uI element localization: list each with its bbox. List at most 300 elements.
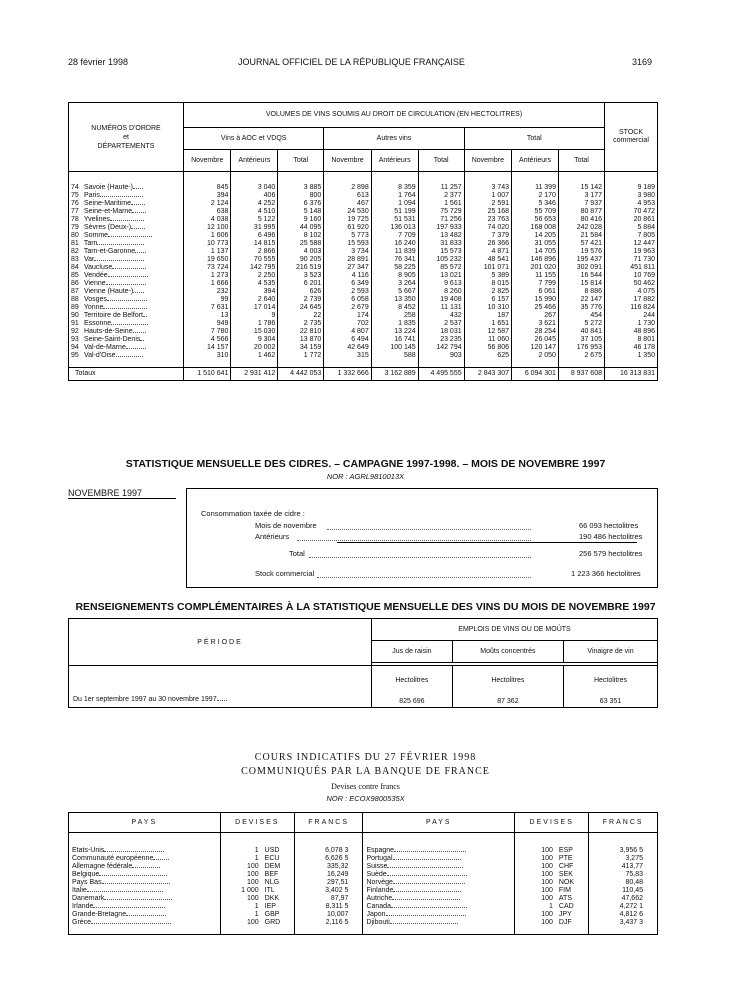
devise-unit: 1: [220, 847, 262, 855]
pays-cell: [363, 895, 515, 903]
dotted-leader: [393, 859, 461, 860]
dotted-leader: [99, 875, 167, 876]
jus-cell: [372, 666, 453, 708]
dept-number: 84: [71, 263, 79, 271]
value-cell: 1 137: [184, 248, 231, 256]
francs-value: 87,97: [294, 895, 363, 903]
departement-cell: [69, 296, 184, 304]
francs-value: 75,83: [589, 871, 658, 879]
vins-row: [69, 232, 658, 240]
value-cell: 76 341: [371, 256, 418, 264]
dotted-leader: [392, 899, 460, 900]
dept-number: 85: [71, 271, 79, 279]
pays-cell: [69, 863, 221, 871]
value-cell: 903: [418, 352, 464, 360]
sub-novembre: Novembre: [184, 150, 231, 172]
value-cell: 31 055: [512, 240, 559, 248]
value-cell: 9 613: [418, 280, 464, 288]
dotted-leader: [153, 859, 169, 860]
total-cell: 3 162 889: [371, 368, 418, 381]
value-cell: 3 980: [605, 192, 658, 200]
value-cell: 197 933: [418, 224, 464, 232]
value-cell: 105 232: [418, 256, 464, 264]
cidres-conso: Consommation taxée de cidre :: [201, 509, 305, 518]
value-cell: 136 013: [371, 224, 418, 232]
departement-cell: [69, 224, 184, 232]
page-number: 3169: [632, 57, 653, 67]
value-cell: 120 147: [512, 344, 559, 352]
cours-subtitle: Devises contre francs: [331, 782, 400, 791]
value-cell: 6 376: [278, 200, 324, 208]
value-cell: 1 606: [184, 232, 231, 240]
dept-name: Essonne: [83, 319, 112, 327]
value-cell: 27 347: [324, 264, 371, 272]
cours-row: [69, 895, 658, 903]
pays-cell: [69, 911, 221, 919]
value-cell: 19 650: [184, 256, 231, 264]
departement-cell: [69, 192, 184, 200]
value-cell: 2 124: [184, 200, 231, 208]
value-cell: 8 452: [371, 304, 418, 312]
dotted-leader: [386, 915, 466, 916]
total-cell: 1 510 641: [184, 368, 231, 381]
sub-total: Total: [418, 150, 464, 172]
francs-value: 110,45: [589, 887, 658, 895]
unit-label: Hectolitres: [395, 677, 429, 684]
francs-value: 10,007: [294, 911, 363, 919]
unit-label: Hectolitres: [491, 677, 525, 684]
value-cell: 31 833: [418, 240, 464, 248]
value-cell: 142 794: [418, 344, 464, 352]
pays-cell: [363, 903, 515, 911]
francs-value: 335,32: [294, 863, 363, 871]
devise-unit: 1: [220, 903, 262, 911]
value-cell: 51 199: [371, 208, 418, 216]
departement-cell: [69, 344, 184, 352]
value-cell: 626: [278, 288, 324, 296]
departement-cell: [69, 264, 184, 272]
value-cell: 2 679: [324, 304, 371, 312]
value-cell: 142 795: [231, 264, 278, 272]
value-cell: 5 773: [324, 232, 371, 240]
dotted-leader: [106, 284, 146, 285]
value-cell: 23 235: [418, 336, 464, 344]
dept-name: Val-d'Oise: [83, 351, 116, 359]
dept-number: 74: [71, 183, 79, 191]
value-cell: 6 058: [324, 296, 371, 304]
value-cell: 15 142: [558, 184, 604, 192]
value-cell: 13: [184, 312, 231, 320]
vins-row: [69, 280, 658, 288]
value-cell: 8 260: [418, 288, 464, 296]
value-cell: 42 649: [324, 344, 371, 352]
unit-label: Hectolitres: [593, 677, 628, 684]
dept-name: Seine-Saint-Denis: [83, 335, 141, 343]
pays-name: Allemagne fédérale: [72, 862, 133, 870]
renseignements-table: [68, 618, 658, 708]
value-cell: 302 091: [558, 264, 604, 272]
francs-value: 3,437 3: [589, 919, 658, 927]
value-cell: 2 866: [231, 248, 278, 256]
departement-cell: [69, 288, 184, 296]
dept-number: 79: [71, 223, 79, 231]
cidres-stock-value: 1 223 366 hectolitres: [571, 569, 641, 578]
sub-anterieurs: Antérieurs: [512, 150, 559, 172]
vins-row: [69, 304, 658, 312]
value-cell: 4 003: [278, 248, 324, 256]
pays-name: Portugal: [366, 854, 393, 862]
value-cell: 8 886: [558, 288, 604, 296]
value-cell: 2 675: [558, 352, 604, 360]
francs-value: 2,116 5: [294, 919, 363, 927]
cidres-ant-label: Antérieurs: [255, 532, 290, 541]
value-cell: 315: [324, 352, 371, 360]
value-cell: 845: [184, 184, 231, 192]
value-cell: 13 350: [371, 296, 418, 304]
head-aoc: Vins à AOC et VDQS: [184, 128, 324, 150]
dotted-leader: [126, 915, 166, 916]
dept-number: 82: [71, 247, 79, 255]
pays-name: Canada: [366, 902, 391, 910]
value-cell: 14 815: [231, 240, 278, 248]
dept-name: Vendée: [83, 271, 108, 279]
head-autres: Autres vins: [324, 128, 464, 150]
value-cell: 8 359: [371, 184, 418, 192]
pays-name: Danemark: [72, 894, 105, 902]
total-cell: 2 843 307: [464, 368, 511, 381]
departement-cell: [69, 280, 184, 288]
vins-row: [69, 192, 658, 200]
dotted-leader: [93, 907, 165, 908]
francs-value: 4,812 6: [589, 911, 658, 919]
head-periode: PÉRIODE: [69, 619, 372, 666]
value-cell: 4 038: [184, 216, 231, 224]
value-cell: 4 807: [324, 328, 371, 336]
cours-row: [69, 871, 658, 879]
cours-title-2: COMMUNIQUÉS PAR LA BANQUE DE FRANCE: [241, 766, 490, 777]
dept-name: Val-de-Marne: [83, 343, 126, 351]
value-cell: 11 839: [371, 248, 418, 256]
value-cell: 2 591: [464, 200, 511, 208]
value-cell: 1 094: [371, 200, 418, 208]
pays-name: Autriche: [366, 894, 393, 902]
value-cell: 80 877: [558, 208, 604, 216]
value-cell: 56 653: [512, 216, 559, 224]
dept-name: Territoire de Belfort: [83, 311, 143, 319]
francs-value: 413,77: [589, 863, 658, 871]
devise-code: NOK: [558, 878, 575, 886]
devise-code: IEP: [264, 902, 276, 910]
dept-number: 78: [71, 215, 79, 223]
value-cell: 14 205: [512, 232, 559, 240]
dotted-leader: [143, 316, 147, 317]
dept-name: Yvelines: [83, 215, 110, 223]
dotted-leader: [132, 867, 160, 868]
total-cell: 6 094 301: [512, 368, 559, 381]
dept-number: 81: [71, 239, 79, 247]
mouts-value: 87 362: [497, 698, 519, 705]
vins-row: [69, 344, 658, 352]
cidres-stock-label: Stock commercial: [255, 569, 315, 578]
value-cell: 50 462: [605, 280, 658, 288]
pays-cell: [363, 871, 515, 879]
value-cell: 31 995: [231, 224, 278, 232]
value-cell: 56 806: [464, 344, 511, 352]
dept-name: Tarn: [83, 239, 98, 247]
dept-number: 75: [71, 191, 79, 199]
devise-unit: 100: [515, 919, 556, 927]
dept-name: Savoie (Haute-): [83, 183, 133, 191]
pays-cell: [363, 887, 515, 895]
value-cell: 58 225: [371, 264, 418, 272]
departement-cell: [69, 240, 184, 248]
value-cell: 12 447: [605, 240, 658, 248]
devise-code: CAD: [558, 902, 574, 910]
pays-cell: [69, 903, 221, 911]
dotted-leader: [103, 308, 147, 309]
dept-number: 93: [71, 335, 79, 343]
vins-row: [69, 208, 658, 216]
dept-number: 77: [71, 207, 79, 215]
value-cell: 1 273: [184, 272, 231, 280]
value-cell: 4 953: [605, 200, 658, 208]
value-cell: 13 482: [418, 232, 464, 240]
value-cell: 75 729: [418, 208, 464, 216]
devise-unit: 100: [220, 919, 262, 927]
dept-name: Paris: [83, 191, 100, 199]
renseignements-row-label: [69, 666, 372, 708]
value-cell: 242 028: [558, 224, 604, 232]
dotted-leader: [91, 923, 171, 924]
value-cell: 19 963: [605, 248, 658, 256]
cours-row: [69, 887, 658, 895]
value-cell: 7 937: [558, 200, 604, 208]
dept-name: Tarn-et-Garonne: [83, 247, 136, 255]
value-cell: 21 584: [558, 232, 604, 240]
head-francs: FRANCS: [294, 813, 363, 833]
cours-table: [68, 812, 658, 935]
head-jus: Jus de raisin: [372, 641, 453, 663]
value-cell: 101 071: [464, 264, 511, 272]
value-cell: 28 254: [512, 328, 559, 336]
dotted-leader: [387, 875, 467, 876]
pays-cell: [363, 919, 515, 927]
value-cell: 14 157: [184, 344, 231, 352]
dotted-leader: [132, 212, 146, 213]
devise-unit: 100: [220, 879, 262, 887]
devise-code: GRD: [264, 918, 281, 926]
vins-table: [68, 102, 658, 381]
value-cell: 18 031: [418, 328, 464, 336]
vins-row: [69, 200, 658, 208]
dept-number: 88: [71, 295, 79, 303]
value-cell: 3 734: [324, 248, 371, 256]
value-cell: 85 572: [418, 264, 464, 272]
dotted-leader: [97, 244, 144, 245]
value-cell: 232: [184, 288, 231, 296]
pays-cell: [363, 911, 515, 919]
devise-unit: 100: [220, 863, 262, 871]
pays-cell: [69, 919, 221, 927]
value-cell: 4 566: [184, 336, 231, 344]
pays-name: Djibouti: [366, 918, 390, 926]
devise-code: PTE: [558, 854, 573, 862]
value-cell: 6 349: [324, 280, 371, 288]
devise-unit: 100: [515, 847, 556, 855]
value-cell: 40 841: [558, 328, 604, 336]
value-cell: 9 160: [278, 216, 324, 224]
value-cell: 4 075: [605, 288, 658, 296]
value-cell: 71 730: [605, 256, 658, 264]
value-cell: 800: [278, 192, 324, 200]
cidres-nor: NOR : AGRL9810013X: [326, 472, 405, 481]
value-cell: 4 871: [464, 248, 511, 256]
head-mouts: Moûts concentrés: [452, 641, 563, 663]
header-date: 28 février 1998: [68, 57, 129, 67]
value-cell: 6 201: [278, 280, 324, 288]
value-cell: 99: [184, 296, 231, 304]
pays-name: Finlande: [366, 886, 394, 894]
devise-unit: 100: [515, 863, 556, 871]
vinaigre-cell: [564, 666, 658, 708]
devise-code: DJF: [558, 918, 572, 926]
value-cell: 8 905: [371, 272, 418, 280]
dotted-leader: [140, 340, 144, 341]
cidres-box: [186, 488, 658, 588]
francs-value: 47,662: [589, 895, 658, 903]
devise-code: GBP: [264, 910, 280, 918]
pays-name: Irlande: [72, 902, 94, 910]
dotted-leader: [387, 867, 463, 868]
devise-code: ESP: [558, 846, 573, 854]
value-cell: 51 531: [371, 216, 418, 224]
value-cell: 16 741: [371, 336, 418, 344]
value-cell: 100 145: [371, 344, 418, 352]
departement-cell: [69, 256, 184, 264]
dotted-leader: [133, 188, 144, 189]
value-cell: 71 256: [418, 216, 464, 224]
head-vinaigre: Vinaigre de vin: [564, 641, 658, 663]
departement-cell: [69, 352, 184, 360]
devise-code: ECU: [264, 854, 280, 862]
francs-value: 3,275: [589, 855, 658, 863]
head-stock: STOCK commercial: [605, 103, 658, 172]
value-cell: 4 116: [324, 272, 371, 280]
value-cell: 13 021: [418, 272, 464, 280]
value-cell: 7 379: [464, 232, 511, 240]
devise-unit: 100: [220, 871, 262, 879]
sum-rule: [337, 542, 637, 543]
pays-name: Belgique: [72, 870, 100, 878]
cours-row: [69, 855, 658, 863]
dotted-leader: [133, 332, 147, 333]
value-cell: 244: [605, 312, 658, 320]
sub-total: Total: [558, 150, 604, 172]
value-cell: 25 588: [278, 240, 324, 248]
value-cell: 12 587: [464, 328, 511, 336]
dotted-leader: [327, 529, 531, 530]
value-cell: 7 805: [605, 232, 658, 240]
dotted-leader: [390, 923, 458, 924]
dotted-leader: [394, 851, 466, 852]
total-cell: 4 495 555: [418, 368, 464, 381]
devise-code: ITL: [264, 886, 275, 894]
value-cell: 15 814: [558, 280, 604, 288]
dept-number: 83: [71, 255, 79, 263]
head-pays: PAYS: [363, 813, 515, 833]
value-cell: 8 015: [464, 280, 511, 288]
devise-code: SEK: [558, 870, 573, 878]
dept-name: Seine-Maritime: [83, 199, 132, 207]
value-cell: 5 884: [605, 224, 658, 232]
value-cell: 588: [371, 352, 418, 360]
value-cell: 949: [184, 320, 231, 328]
value-cell: 5 122: [231, 216, 278, 224]
dotted-leader: [100, 196, 144, 197]
francs-value: 16,249: [294, 871, 363, 879]
devise-code: USD: [264, 846, 280, 854]
value-cell: 80 416: [558, 216, 604, 224]
total-cell: 8 937 608: [558, 368, 604, 381]
value-cell: 8 102: [278, 232, 324, 240]
value-cell: 5 346: [512, 200, 559, 208]
devise-code: BEF: [264, 870, 279, 878]
devise-unit: 100: [515, 879, 556, 887]
value-cell: 19 408: [418, 296, 464, 304]
value-cell: 22: [278, 312, 324, 320]
devise-unit: 100: [515, 887, 556, 895]
vins-row: [69, 264, 658, 272]
value-cell: 1 835: [371, 320, 418, 328]
cidres-mois-value: 66 093 hectolitres: [579, 521, 639, 530]
pays-cell: [363, 855, 515, 863]
value-cell: 1 730: [605, 320, 658, 328]
value-cell: 4 252: [231, 200, 278, 208]
pays-name: Norvège: [366, 878, 393, 886]
value-cell: 34 159: [278, 344, 324, 352]
value-cell: 174: [324, 312, 371, 320]
dotted-leader: [393, 891, 461, 892]
dept-name: Vienne (Haute-): [83, 287, 134, 295]
value-cell: 48 541: [464, 256, 511, 264]
value-cell: 25 466: [512, 304, 559, 312]
value-cell: 48 896: [605, 328, 658, 336]
pays-name: Communauté européenne: [72, 854, 154, 862]
dotted-leader: [297, 540, 531, 541]
value-cell: 20 861: [605, 216, 658, 224]
value-cell: 11 155: [512, 272, 559, 280]
francs-value: 4,272 1: [589, 903, 658, 911]
value-cell: 116 824: [605, 304, 658, 312]
pays-cell: [69, 879, 221, 887]
value-cell: 46 178: [605, 344, 658, 352]
value-cell: 2 250: [231, 272, 278, 280]
devise-unit: 100: [515, 871, 556, 879]
value-cell: 702: [324, 320, 371, 328]
pays-cell: [69, 871, 221, 879]
value-cell: 37 105: [558, 336, 604, 344]
value-cell: 3 621: [512, 320, 559, 328]
value-cell: 26 366: [464, 240, 511, 248]
value-cell: 454: [558, 312, 604, 320]
value-cell: 55 709: [512, 208, 559, 216]
value-cell: 195 437: [558, 256, 604, 264]
value-cell: 35 776: [558, 304, 604, 312]
value-cell: 5 148: [278, 208, 324, 216]
value-cell: 168 008: [512, 224, 559, 232]
value-cell: 1 764: [371, 192, 418, 200]
value-cell: 3 264: [371, 280, 418, 288]
